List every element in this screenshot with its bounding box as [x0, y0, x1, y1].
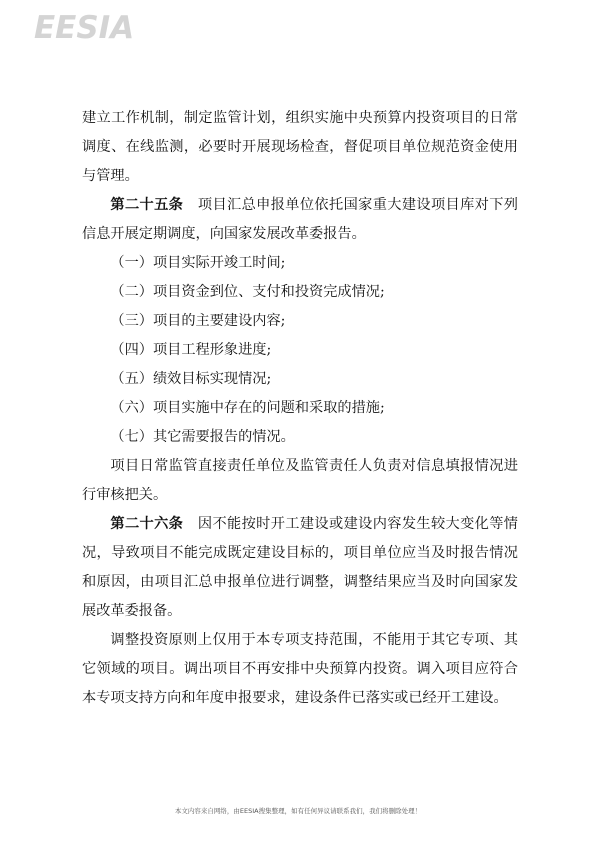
paragraph-continuation: 建立工作机制，制定监管计划，组织实施中央预算内投资项目的日常调度、在线监测，必要时开展现场检查，督促项目单位规范资金使用与管理。 [82, 110, 518, 184]
article-number: 第二十五条 [110, 197, 184, 213]
eesia-logo: EESIA [34, 10, 135, 46]
list-item: （七）其它需要报告的情况。 [110, 429, 295, 445]
paragraph: 调整投资原则上仅用于本专项支持范围，不能用于其它专项、其它领域的项目。调出项目不再安排中央预算内投资。调入项目应符合本专项支持方向和年度申报要求，建设条件已落实或已经开工建设。 [82, 632, 518, 706]
list-item: （四）项目工程形象进度; [110, 342, 272, 358]
list-item: （六）项目实施中存在的问题和采取的措施; [110, 400, 385, 416]
article-26 [82, 510, 518, 626]
list-item: （二）项目资金到位、支付和投资完成情况; [110, 284, 385, 300]
list-item: （一）项目实际开竣工时间; [110, 255, 286, 271]
article-text: 项目汇总申报单位依托国家重大建设项目库对下列信息开展定期调度，向国家发展改革委报告。 [82, 197, 518, 242]
list-item: （三）项目的主要建设内容; [110, 313, 286, 329]
list-item: （五）绩效目标实现情况; [110, 371, 272, 387]
paragraph: 项目日常监管直接责任单位及监管责任人负责对信息填报情况进行审核把关。 [82, 458, 518, 503]
article-text: 因不能按时开工建设或建设内容发生较大变化等情况，导致项目不能完成既定建设目标的，项目单位应当及时报告情况和原因，由项目汇总申报单位进行调整，调整结果应当及时向国家发展改革委报备。 [82, 516, 518, 619]
footer-disclaimer: 本文内容来自网络，由EESIA搜集整理，如有任何异议请联系我们，我们将删除处理！ [174, 807, 422, 815]
document-body [82, 104, 518, 713]
article-25 [82, 191, 518, 249]
article-number: 第二十六条 [110, 516, 184, 532]
